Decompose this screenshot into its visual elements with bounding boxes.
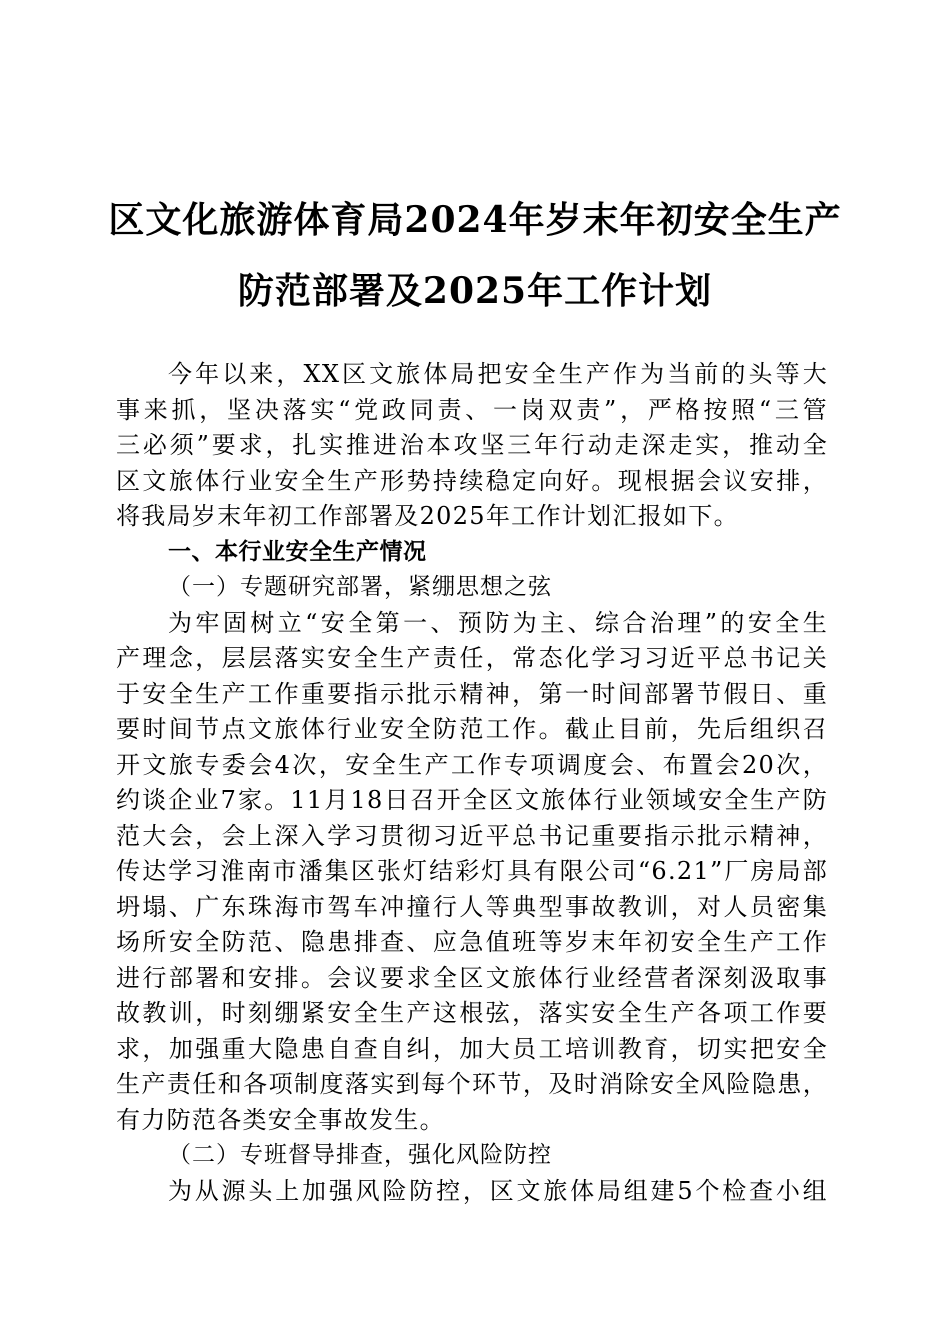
document-body [116, 357, 828, 1209]
paragraph-line: 今年以来，XX区文旅体局把安全生产作为当前的头等大 [168, 360, 828, 388]
subsection-2-paragraph [116, 1174, 828, 1210]
subsection-heading: （二）专班督导排查，强化风险防控 [168, 1142, 552, 1168]
paragraph-line: 将我局岁末年初工作部署及2025年工作计划汇报如下。 [116, 502, 739, 530]
paragraph-line: 约谈企业7家。11月18日召开全区文旅体行业领域安全生产防 [116, 786, 828, 814]
paragraph-line: 三必须”要求，扎实推进治本攻坚三年行动走深走实，推动全 [116, 431, 828, 459]
paragraph-line: 于安全生产工作重要指示批示精神，第一时间部署节假日、重 [116, 679, 828, 708]
paragraph-line: 事来抓，坚决落实“党政同责、一岗双责”，严格按照“三管 [116, 395, 828, 424]
paragraph-line: 范大会，会上深入学习贯彻习近平总书记重要指示批示精神， [116, 821, 828, 850]
subsection-heading: （一）专题研究部署，紧绷思想之弦 [168, 574, 552, 600]
document-title-line-2: 防范部署及2025年工作计划 [237, 270, 713, 312]
paragraph-line: 要时间节点文旅体行业安全防范工作。截止目前，先后组织召 [116, 715, 828, 743]
paragraph-line: 场所安全防范、隐患排查、应急值班等岁末年初安全生产工作 [116, 928, 828, 956]
paragraph-line: 开文旅专委会4次，安全生产工作专项调度会、布置会20次， [116, 750, 828, 779]
paragraph-line: 有力防范各类安全事故发生。 [116, 1105, 445, 1134]
paragraph-line: 为牢固树立“安全第一、预防为主、综合治理”的安全生 [168, 608, 828, 637]
paragraph-line: 坍塌、广东珠海市驾车冲撞行人等典型事故教训，对人员密集 [116, 892, 828, 921]
paragraph-line: 为从源头上加强风险防控，区文旅体局组建5个检查小组 [168, 1176, 828, 1205]
paragraph-line: 进行部署和安排。会议要求全区文旅体行业经营者深刻汲取事 [116, 963, 828, 992]
paragraph-line: 产理念，层层落实安全生产责任，常态化学习习近平总书记关 [116, 644, 828, 672]
paragraph-line: 生产责任和各项制度落实到每个环节，及时消除安全风险隐患， [116, 1070, 828, 1098]
paragraph-line: 故教训，时刻绷紧安全生产这根弦，落实安全生产各项工作要 [116, 999, 828, 1027]
document-title-line-1: 区文化旅游体育局2024年岁末年初安全生产 [108, 199, 842, 241]
paragraph-line: 传达学习淮南市潘集区张灯结彩灯具有限公司“6.21”厂房局部 [116, 857, 828, 885]
paragraph-line: 区文旅体行业安全生产形势持续稳定向好。现根据会议安排， [116, 466, 828, 495]
section-heading: 一、本行业安全生产情况 [168, 538, 427, 565]
subsection-1-paragraph [116, 606, 828, 1139]
intro-paragraph [116, 357, 828, 535]
paragraph-line: 求，加强重大隐患自查自纠，加大员工培训教育，切实把安全 [116, 1034, 828, 1063]
